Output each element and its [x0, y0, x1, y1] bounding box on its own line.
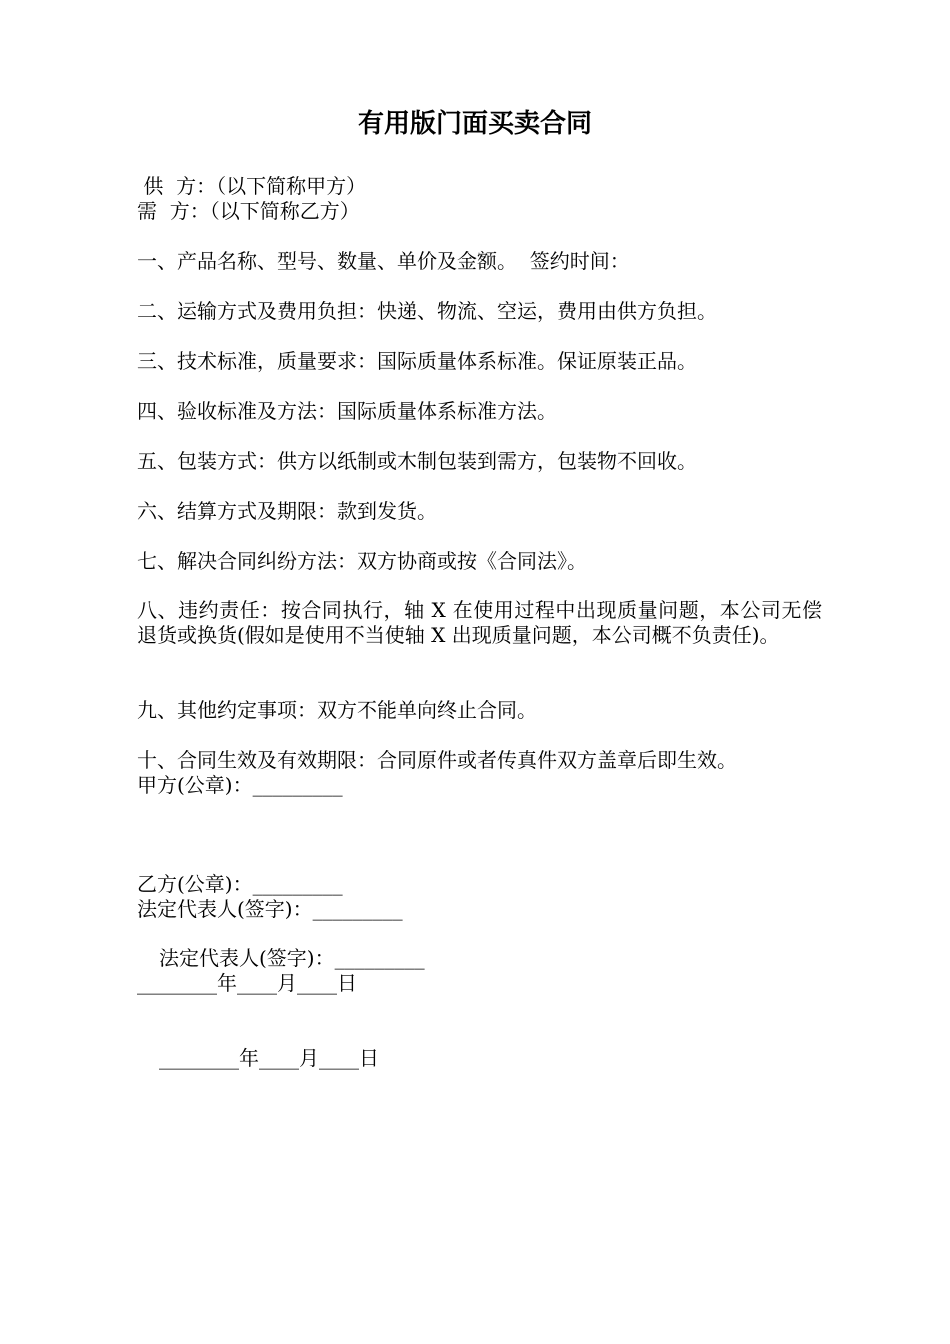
clause-3: 三、技术标准，质量要求：国际质量体系标准。保证原装正品。 [137, 349, 697, 373]
clause-6: 六、结算方式及期限：款到发货。 [137, 499, 437, 523]
clause-5: 五、包装方式：供方以纸制或木制包装到需方，包装物不回收。 [137, 449, 697, 473]
document-title: 有用版门面买卖合同 [357, 109, 592, 139]
representative-signature-2: 法定代表人(签字)：_________ [159, 946, 425, 970]
clause-9: 九、其他约定事项：双方不能单向终止合同。 [137, 698, 537, 722]
clause-4: 四、验收标准及方法：国际质量体系标准方法。 [137, 399, 557, 423]
clause-8: 八、违约责任：按合同执行，轴 X 在使用过程中出现质量问题，本公司无偿退货或换货(假如是使用不当使轴 X 出现质量问题，本公司概不负责任)。 [137, 598, 822, 647]
representative-signature-1: 法定代表人(签字)：_________ [137, 897, 403, 921]
party-b-seal-line: 乙方(公章)：_________ [137, 872, 343, 896]
party-a-seal-line: 甲方(公章)：_________ [137, 773, 343, 797]
date-line-1: ________年____月____日 [137, 971, 357, 995]
clause-1: 一、产品名称、型号、数量、单价及金额。 签约时间： [137, 249, 630, 273]
date-line-2: ________年____月____日 [159, 1046, 379, 1070]
buyer-line: 需 方：（以下简称乙方） [137, 199, 360, 223]
clause-2: 二、运输方式及费用负担：快递、物流、空运，费用由供方负担。 [137, 299, 717, 323]
clause-10: 十、合同生效及有效期限：合同原件或者传真件双方盖章后即生效。 [137, 748, 737, 772]
supplier-line: 供 方：（以下简称甲方） [137, 174, 367, 198]
clause-7: 七、解决合同纠纷方法：双方协商或按《合同法》。 [137, 549, 587, 573]
